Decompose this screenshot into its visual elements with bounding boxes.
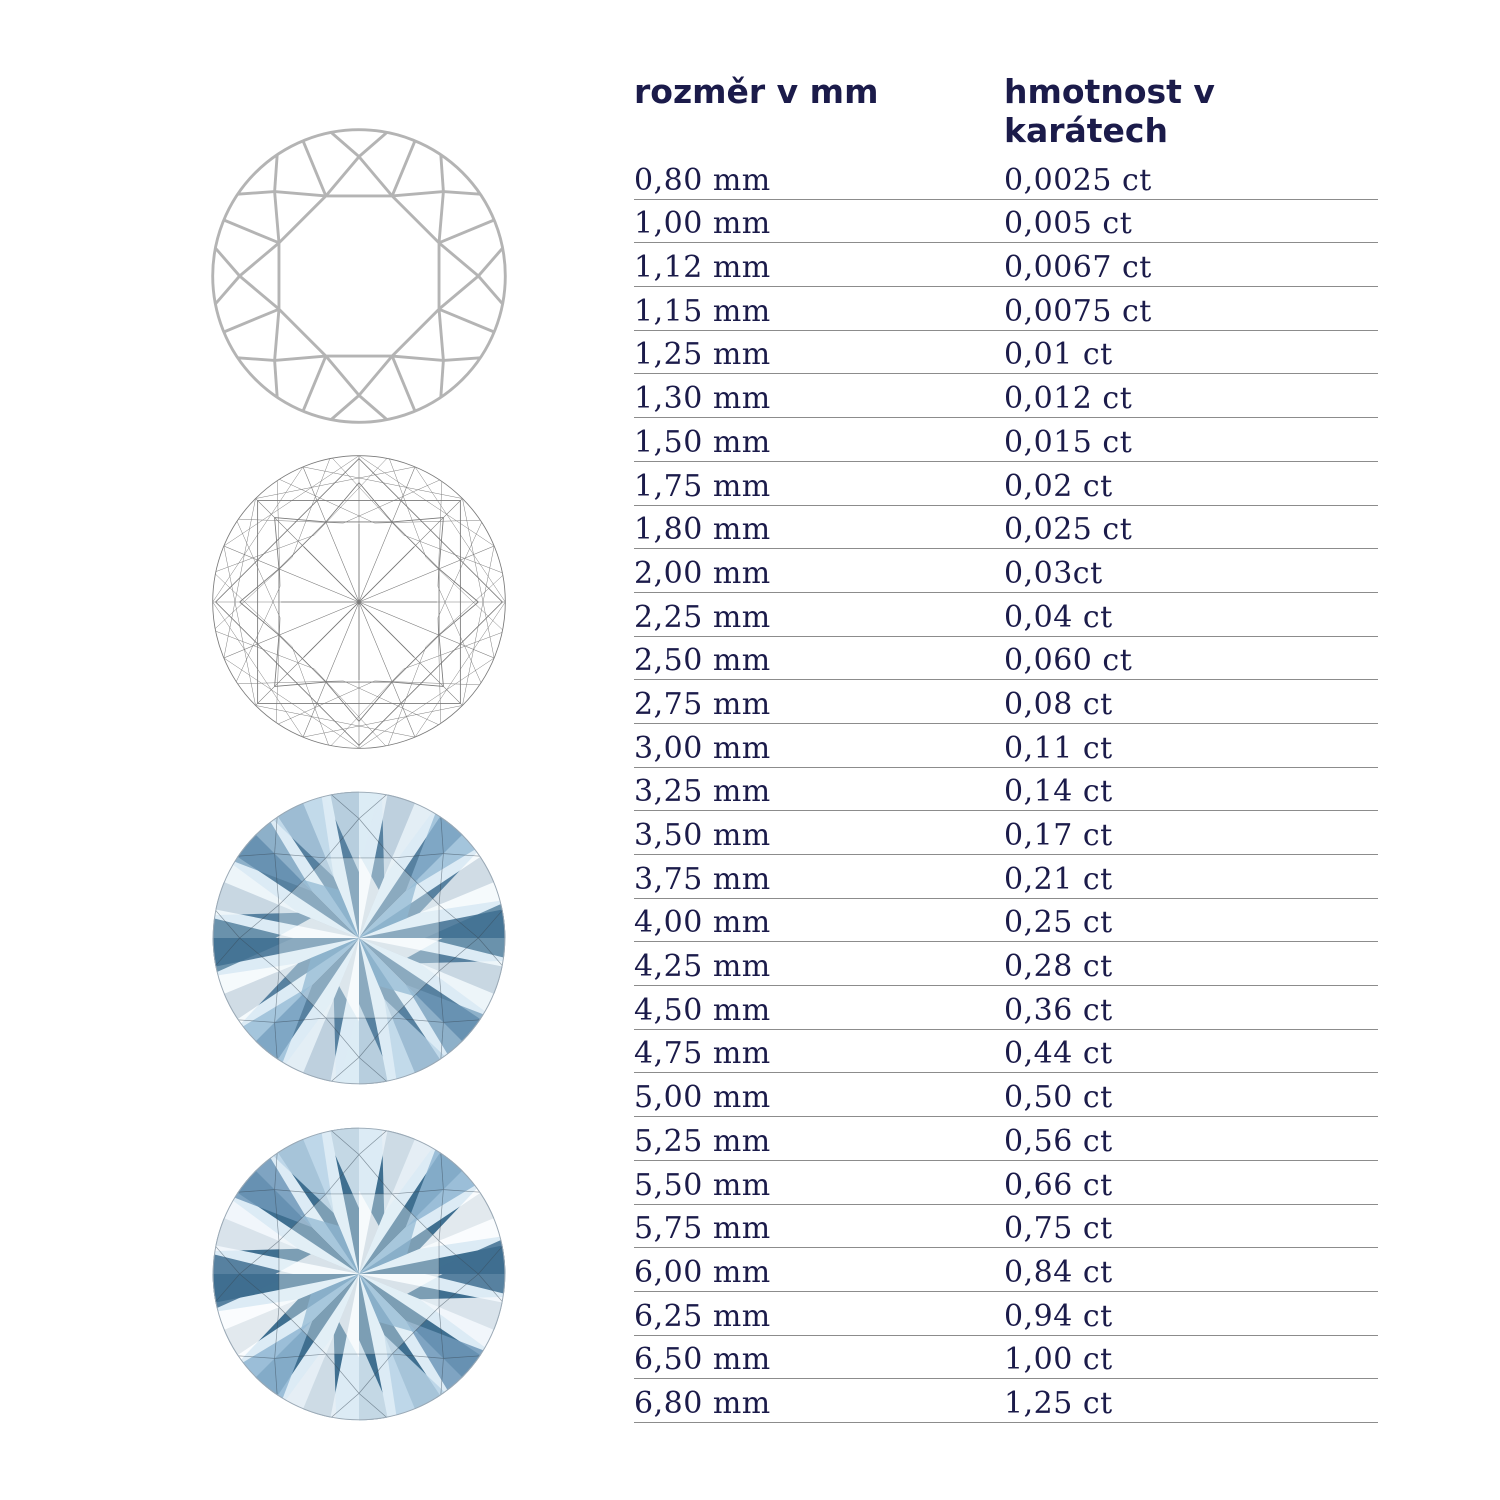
weight-cell: 0,005 ct <box>1004 206 1133 242</box>
table-row <box>634 899 1378 943</box>
weight-cell: 0,66 ct <box>1004 1167 1113 1203</box>
size-cell: 2,75 mm <box>634 686 771 722</box>
weight-cell: 0,0025 ct <box>1004 162 1152 198</box>
size-cell: 3,25 mm <box>634 774 771 810</box>
table-row <box>634 724 1378 768</box>
table-header <box>634 72 1378 150</box>
table-row <box>634 1030 1378 1074</box>
table-row <box>634 1205 1378 1249</box>
size-cell: 2,00 mm <box>634 555 771 591</box>
size-cell: 4,75 mm <box>634 1036 771 1072</box>
table-row <box>634 200 1378 244</box>
weight-column-heading: hmotnost v karátech <box>1004 72 1215 150</box>
weight-cell: 0,11 ct <box>1004 730 1113 766</box>
size-cell: 1,30 mm <box>634 381 771 417</box>
weight-cell: 0,44 ct <box>1004 1036 1113 1072</box>
table-row <box>634 506 1378 550</box>
table-row <box>634 462 1378 506</box>
size-cell: 1,15 mm <box>634 293 771 329</box>
table-row <box>634 680 1378 724</box>
size-cell: 2,25 mm <box>634 599 771 635</box>
table-row <box>634 637 1378 681</box>
table-row <box>634 1161 1378 1205</box>
weight-cell: 0,14 ct <box>1004 774 1113 810</box>
size-cell: 5,25 mm <box>634 1123 771 1159</box>
weight-cell: 0,0075 ct <box>1004 293 1152 329</box>
table-row <box>634 243 1378 287</box>
table-row <box>634 855 1378 899</box>
weight-cell: 0,56 ct <box>1004 1123 1113 1159</box>
table-row <box>634 1117 1378 1161</box>
size-cell: 1,75 mm <box>634 468 771 504</box>
weight-cell: 0,01 ct <box>1004 337 1113 373</box>
weight-cell: 0,75 ct <box>1004 1211 1113 1247</box>
weight-cell: 0,03ct <box>1004 555 1103 591</box>
table-row <box>634 156 1378 200</box>
size-cell: 1,80 mm <box>634 512 771 548</box>
table-row <box>634 1292 1378 1336</box>
table-row <box>634 1336 1378 1380</box>
size-cell: 4,00 mm <box>634 905 771 941</box>
weight-cell: 1,25 ct <box>1004 1385 1113 1421</box>
size-cell: 1,50 mm <box>634 424 771 460</box>
size-cell: 3,00 mm <box>634 730 771 766</box>
size-column-heading: rozměr v mm <box>634 72 879 111</box>
size-cell: 3,50 mm <box>634 818 771 853</box>
weight-cell: 0,94 ct <box>1004 1298 1113 1334</box>
table-row <box>634 942 1378 986</box>
table-row <box>634 374 1378 418</box>
table-row <box>634 986 1378 1030</box>
weight-cell: 0,012 ct <box>1004 381 1133 417</box>
size-cell: 5,75 mm <box>634 1211 771 1247</box>
size-cell: 4,25 mm <box>634 949 771 985</box>
weight-cell: 0,015 ct <box>1004 424 1133 460</box>
table-row <box>634 418 1378 462</box>
size-cell: 2,50 mm <box>634 643 771 679</box>
table-row <box>634 593 1378 637</box>
table-row <box>634 287 1378 331</box>
table-row <box>634 1248 1378 1292</box>
size-cell: 5,00 mm <box>634 1080 771 1116</box>
size-cell: 4,50 mm <box>634 992 771 1028</box>
weight-cell: 0,08 ct <box>1004 686 1113 722</box>
weight-cell: 0,02 ct <box>1004 468 1113 504</box>
table-row <box>634 549 1378 593</box>
size-cell: 0,80 mm <box>634 162 771 198</box>
size-cell: 5,50 mm <box>634 1167 771 1203</box>
diamond-outline-icon <box>205 122 513 430</box>
diamond-wireframe-icon <box>205 448 513 756</box>
weight-cell: 0,04 ct <box>1004 599 1113 635</box>
size-weight-table <box>634 156 1378 1423</box>
table-row <box>634 331 1378 375</box>
weight-cell: 0,84 ct <box>1004 1254 1113 1290</box>
weight-cell: 0,36 ct <box>1004 992 1113 1028</box>
weight-cell: 0,50 ct <box>1004 1080 1113 1116</box>
size-cell: 1,00 mm <box>634 206 771 242</box>
table-row <box>634 1073 1378 1117</box>
size-cell: 6,00 mm <box>634 1254 771 1290</box>
size-cell: 6,25 mm <box>634 1298 771 1334</box>
table-row <box>634 1379 1378 1423</box>
diamond-illustrations <box>0 0 600 1500</box>
table-row <box>634 811 1378 855</box>
size-cell: 1,12 mm <box>634 250 771 286</box>
size-cell: 6,50 mm <box>634 1342 771 1378</box>
weight-cell: 0,17 ct <box>1004 818 1113 853</box>
weight-cell: 0,28 ct <box>1004 949 1113 985</box>
weight-cell: 0,21 ct <box>1004 861 1113 897</box>
table-row <box>634 768 1378 812</box>
weight-cell: 0,025 ct <box>1004 512 1133 548</box>
size-cell: 6,80 mm <box>634 1385 771 1421</box>
size-cell: 1,25 mm <box>634 337 771 373</box>
diamond-shaded-icon <box>205 784 513 1092</box>
weight-cell: 1,00 ct <box>1004 1342 1113 1378</box>
weight-cell: 0,0067 ct <box>1004 250 1152 286</box>
diamond-sparkle-icon <box>205 1120 513 1428</box>
size-cell: 3,75 mm <box>634 861 771 897</box>
weight-cell: 0,060 ct <box>1004 643 1133 679</box>
weight-cell: 0,25 ct <box>1004 905 1113 941</box>
